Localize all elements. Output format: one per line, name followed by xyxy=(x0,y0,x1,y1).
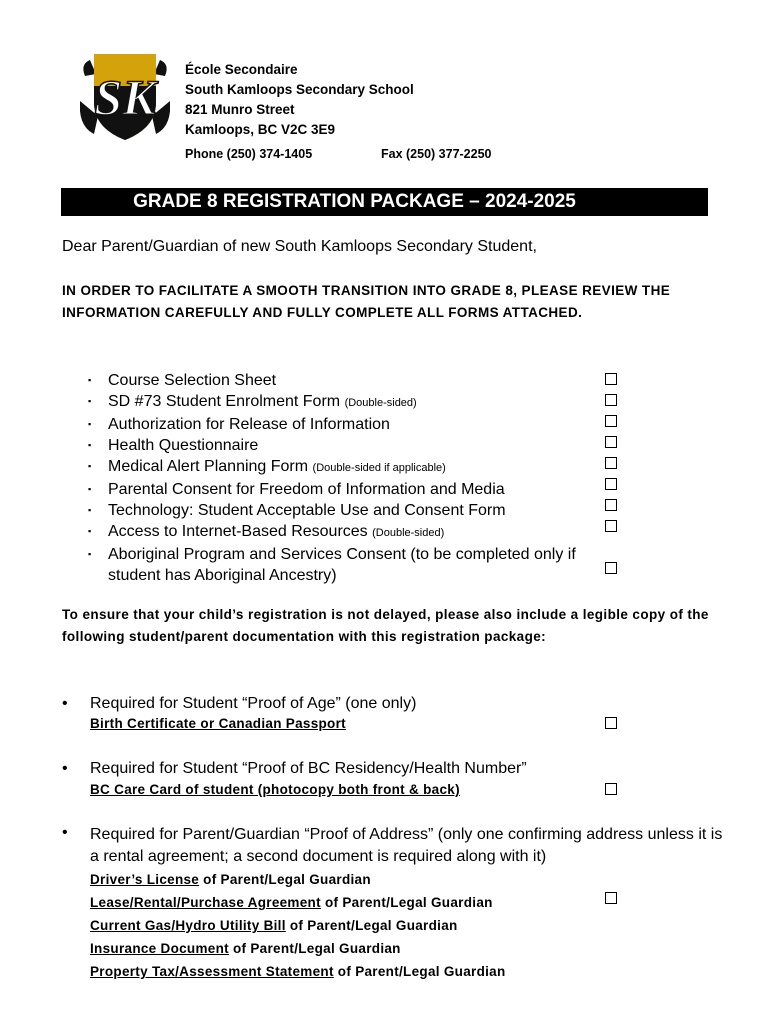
checklist-item xyxy=(88,456,628,479)
address-document xyxy=(90,937,506,960)
instructions-notice: IN ORDER TO FACILITATE A SMOOTH TRANSITION INTO GRADE 8, PLEASE REVIEW THE INFORMATION CAREFULLY AND FULLY COMPLETE ALL FORMS ATTACHED. xyxy=(62,283,671,320)
address-document xyxy=(90,891,506,914)
address-documents-list xyxy=(90,868,506,983)
checkbox-parental-consent[interactable] xyxy=(605,478,617,490)
greeting: Dear Parent/Guardian of new South Kamloops Secondary Student, xyxy=(62,238,537,255)
checkbox-proof-of-age[interactable] xyxy=(605,717,617,729)
address-document-name: Current Gas/Hydro Utility Bill xyxy=(90,918,286,933)
checklist-item-label: Access to Internet-Based Resources xyxy=(108,523,373,540)
checklist-item-label: SD #73 Student Enrolment Form xyxy=(108,393,345,410)
checklist-item-label: Health Questionnaire xyxy=(108,437,259,454)
square-bullet-icon: ▪ xyxy=(88,440,92,450)
school-street: 821 Munro Street xyxy=(185,102,295,117)
checklist-item-label: Technology: Student Acceptable Use and Consent Form xyxy=(108,502,506,519)
address-document-suffix: of Parent/Legal Guardian xyxy=(199,872,371,887)
checkbox-proof-of-address[interactable] xyxy=(605,892,617,904)
checklist-item-note: (Double-sided if applicable) xyxy=(312,462,446,474)
checklist-item-label: Course Selection Sheet xyxy=(108,372,277,389)
checklist-item xyxy=(88,391,628,414)
checklist-item-label: Aboriginal Program and Services Consent (to be completed only if student has Aboriginal Ancestry) xyxy=(108,546,576,584)
address-document-suffix: of Parent/Legal Guardian xyxy=(333,964,506,979)
square-bullet-icon: ▪ xyxy=(88,505,92,515)
square-bullet-icon: ▪ xyxy=(88,526,92,536)
requirement-document: BC Care Card of student (photocopy both front & back) xyxy=(90,782,460,797)
checklist-item-label: Parental Consent for Freedom of Information and Media xyxy=(108,481,505,498)
checkbox-release-of-information[interactable] xyxy=(605,415,617,427)
school-address-block xyxy=(185,60,414,140)
checkbox-health-questionnaire[interactable] xyxy=(605,436,617,448)
requirement-title: Required for Student “Proof of BC Residency/Health Number” xyxy=(90,760,527,777)
bullet-dot: • xyxy=(62,760,68,777)
checklist-item xyxy=(88,544,578,586)
checkbox-medical-alert[interactable] xyxy=(605,457,617,469)
bullet-dot: • xyxy=(62,695,68,712)
contact-line xyxy=(185,147,492,161)
address-document-suffix: of Parent/Legal Guardian xyxy=(320,895,493,910)
bullet-dot: • xyxy=(62,824,68,841)
checklist-item-note: (Double-sided) xyxy=(344,397,417,409)
checklist-item-label: Medical Alert Planning Form xyxy=(108,458,313,475)
requirement-title: Required for Parent/Guardian “Proof of Address” (only one confirming address unless it is a rental agreement; a second document is required along with it) xyxy=(90,826,723,865)
forms-checklist xyxy=(88,370,628,586)
square-bullet-icon: ▪ xyxy=(88,461,92,471)
address-document-suffix: of Parent/Legal Guardian xyxy=(285,918,458,933)
checklist-item xyxy=(88,414,628,435)
fax-number: Fax (250) 377-2250 xyxy=(381,147,492,161)
address-document-name: Lease/Rental/Purchase Agreement xyxy=(90,895,321,910)
checkbox-proof-of-residency[interactable] xyxy=(605,783,617,795)
square-bullet-icon: ▪ xyxy=(88,396,92,406)
checkbox-aboriginal-consent[interactable] xyxy=(605,562,617,574)
square-bullet-icon: ▪ xyxy=(88,375,92,385)
requirement-title: Required for Student “Proof of Age” (one only) xyxy=(90,695,417,712)
checkbox-technology-consent[interactable] xyxy=(605,499,617,511)
school-name-french: École Secondaire xyxy=(185,62,298,77)
checklist-item-label: Authorization for Release of Information xyxy=(108,416,390,433)
school-city: Kamloops, BC V2C 3E9 xyxy=(185,122,336,137)
square-bullet-icon: ▪ xyxy=(88,484,92,494)
checkbox-enrolment-form[interactable] xyxy=(605,394,617,406)
requirement-document: Birth Certificate or Canadian Passport xyxy=(90,716,346,731)
checklist-item xyxy=(88,479,628,500)
checklist-item xyxy=(88,435,628,456)
address-document xyxy=(90,914,506,937)
checkbox-internet-resources[interactable] xyxy=(605,520,617,532)
square-bullet-icon: ▪ xyxy=(88,419,92,429)
checklist-item xyxy=(88,500,628,521)
checklist-item-note: (Double-sided) xyxy=(372,527,445,539)
checklist-item xyxy=(88,521,628,544)
school-crest-logo xyxy=(80,46,170,144)
school-name: South Kamloops Secondary School xyxy=(185,82,414,97)
page-title-banner: GRADE 8 REGISTRATION PACKAGE – 2024-2025 xyxy=(61,188,708,216)
address-document-suffix: of Parent/Legal Guardian xyxy=(228,941,401,956)
documentation-notice: To ensure that your child’s registration is not delayed, please also include a legible copy of the following student/parent documentation with this registration package: xyxy=(62,607,709,644)
crest-lettering: SK xyxy=(94,69,156,125)
address-document-name: Property Tax/Assessment Statement xyxy=(90,964,334,979)
address-document-name: Insurance Document xyxy=(90,941,229,956)
address-document-name: Driver’s License xyxy=(90,872,200,887)
checklist-item xyxy=(88,370,628,391)
address-document xyxy=(90,960,506,983)
square-bullet-icon: ▪ xyxy=(88,549,92,559)
address-document xyxy=(90,868,506,891)
checkbox-course-selection[interactable] xyxy=(605,373,617,385)
phone-number: Phone (250) 374-1405 xyxy=(185,147,313,161)
